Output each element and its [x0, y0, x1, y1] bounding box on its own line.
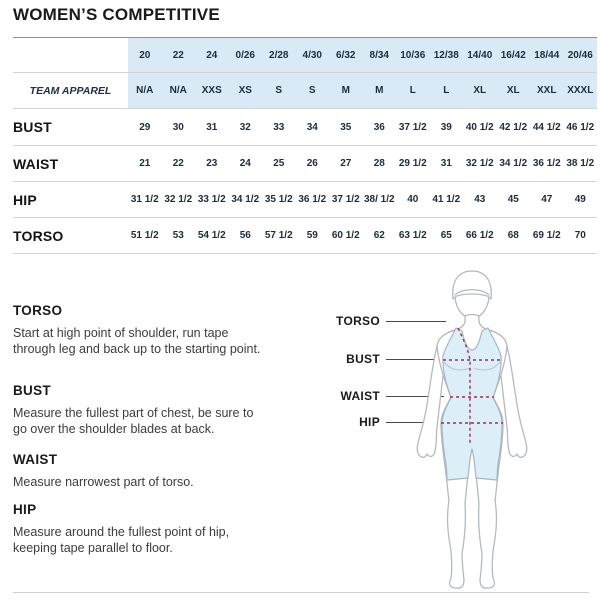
table-cell: XXL [530, 73, 564, 109]
table-cell: M [363, 73, 397, 109]
table-cell: 66 1/2 [463, 218, 497, 254]
table-cell: XL [497, 73, 531, 109]
table-cell: 41 1/2 [430, 182, 464, 218]
table-cell: 62 [363, 218, 397, 254]
table-cell: 37 1/2 [396, 109, 430, 146]
table-cell: 33 [262, 109, 296, 146]
table-cell: 44 1/2 [530, 109, 564, 146]
table-cell: 57 1/2 [262, 218, 296, 254]
size-column-header: 24 [195, 38, 229, 73]
table-cell: 45 [497, 182, 531, 218]
table-cell: 32 1/2 [463, 146, 497, 182]
table-cell: 28 [363, 146, 397, 182]
table-cell: 26 [296, 146, 330, 182]
table-cell: 68 [497, 218, 531, 254]
table-cell: 42 1/2 [497, 109, 531, 146]
table-cell: 54 1/2 [195, 218, 229, 254]
size-table [13, 37, 597, 254]
table-cell: N/A [128, 73, 162, 109]
instruction-bust-heading: BUST [13, 383, 51, 398]
instruction-waist [13, 452, 268, 491]
instruction-bust [13, 383, 268, 437]
table-cell: 25 [262, 146, 296, 182]
table-cell: 65 [430, 218, 464, 254]
size-column-header: 20/46 [564, 38, 598, 73]
size-column-header: 6/32 [329, 38, 363, 73]
table-cell: 29 [128, 109, 162, 146]
table-cell: 38 1/2 [564, 146, 598, 182]
table-cell: 36 1/2 [296, 182, 330, 218]
figure-swimsuit [442, 328, 502, 480]
size-column-header: 2/28 [262, 38, 296, 73]
diagram-label-waist: WAIST [340, 389, 380, 403]
table-cell: 40 1/2 [463, 109, 497, 146]
size-column-header: 12/38 [430, 38, 464, 73]
table-cell: 53 [162, 218, 196, 254]
instruction-hip-text: Measure around the fullest point of hip, keeping tape parallel to floor. [13, 525, 230, 555]
size-column-header: 18/44 [530, 38, 564, 73]
table-cell: XXXL [564, 73, 598, 109]
table-cell: M [329, 73, 363, 109]
table-cell: 35 [329, 109, 363, 146]
size-column-header: 0/26 [229, 38, 263, 73]
row-label: BUST [13, 109, 128, 146]
instruction-torso-heading: TORSO [13, 303, 63, 318]
table-cell: 49 [564, 182, 598, 218]
diagram-label-hip: HIP [359, 415, 380, 429]
table-cell: XS [229, 73, 263, 109]
instruction-hip [13, 502, 268, 556]
table-cell: 31 1/2 [128, 182, 162, 218]
table-cell: 70 [564, 218, 598, 254]
row-label: HIP [13, 182, 128, 218]
table-cell: 31 [430, 146, 464, 182]
table-cell: 30 [162, 109, 196, 146]
table-cell: 56 [229, 218, 263, 254]
table-cell: 60 1/2 [329, 218, 363, 254]
table-cell: L [396, 73, 430, 109]
table-cell: 27 [329, 146, 363, 182]
table-cell: S [262, 73, 296, 109]
table-cell: 46 1/2 [564, 109, 598, 146]
diagram-label-torso: TORSO [336, 314, 380, 328]
instruction-torso-text: Start at high point of shoulder, run tape through leg and back up to the starting point. [13, 326, 261, 356]
size-column-header: 4/30 [296, 38, 330, 73]
table-cell: 59 [296, 218, 330, 254]
table-cell: 21 [128, 146, 162, 182]
table-cell: 47 [530, 182, 564, 218]
table-cell: 36 1/2 [530, 146, 564, 182]
table-cell: XXS [195, 73, 229, 109]
row-label: TEAM APPAREL [13, 73, 128, 109]
table-cell: 24 [229, 146, 263, 182]
instruction-hip-heading: HIP [13, 502, 37, 517]
size-column-header: 20 [128, 38, 162, 73]
table-cell: 34 [296, 109, 330, 146]
size-column-header: 16/42 [497, 38, 531, 73]
size-table-corner [13, 38, 128, 73]
table-cell: 32 [229, 109, 263, 146]
table-cell: 23 [195, 146, 229, 182]
size-column-header: 22 [162, 38, 196, 73]
table-cell: 29 1/2 [396, 146, 430, 182]
table-cell: N/A [162, 73, 196, 109]
diagram-label-bust: BUST [346, 352, 380, 366]
table-cell: 34 1/2 [497, 146, 531, 182]
table-cell: 51 1/2 [128, 218, 162, 254]
size-column-header: 14/40 [463, 38, 497, 73]
table-cell: 40 [396, 182, 430, 218]
floor-line [13, 592, 589, 593]
body-measurement-figure [372, 266, 584, 596]
table-cell: XL [463, 73, 497, 109]
table-cell: 69 1/2 [530, 218, 564, 254]
table-cell: 38/ 1/2 [363, 182, 397, 218]
row-label: WAIST [13, 146, 128, 182]
table-cell: 31 [195, 109, 229, 146]
table-cell: 34 1/2 [229, 182, 263, 218]
instruction-waist-heading: WAIST [13, 452, 58, 467]
size-column-header: 10/36 [396, 38, 430, 73]
instruction-bust-text: Measure the fullest part of chest, be sure to go over the shoulder blades at back. [13, 406, 254, 436]
table-cell: 43 [463, 182, 497, 218]
instruction-torso [13, 303, 268, 357]
table-cell: 63 1/2 [396, 218, 430, 254]
table-cell: 22 [162, 146, 196, 182]
table-cell: 35 1/2 [262, 182, 296, 218]
page-title: WOMEN’S COMPETITIVE [13, 5, 220, 24]
table-cell: S [296, 73, 330, 109]
table-cell: L [430, 73, 464, 109]
table-cell: 32 1/2 [162, 182, 196, 218]
size-column-header: 8/34 [363, 38, 397, 73]
row-label: TORSO [13, 218, 128, 254]
table-cell: 33 1/2 [195, 182, 229, 218]
instruction-waist-text: Measure narrowest part of torso. [13, 475, 194, 489]
table-cell: 37 1/2 [329, 182, 363, 218]
table-cell: 36 [363, 109, 397, 146]
table-cell: 39 [430, 109, 464, 146]
